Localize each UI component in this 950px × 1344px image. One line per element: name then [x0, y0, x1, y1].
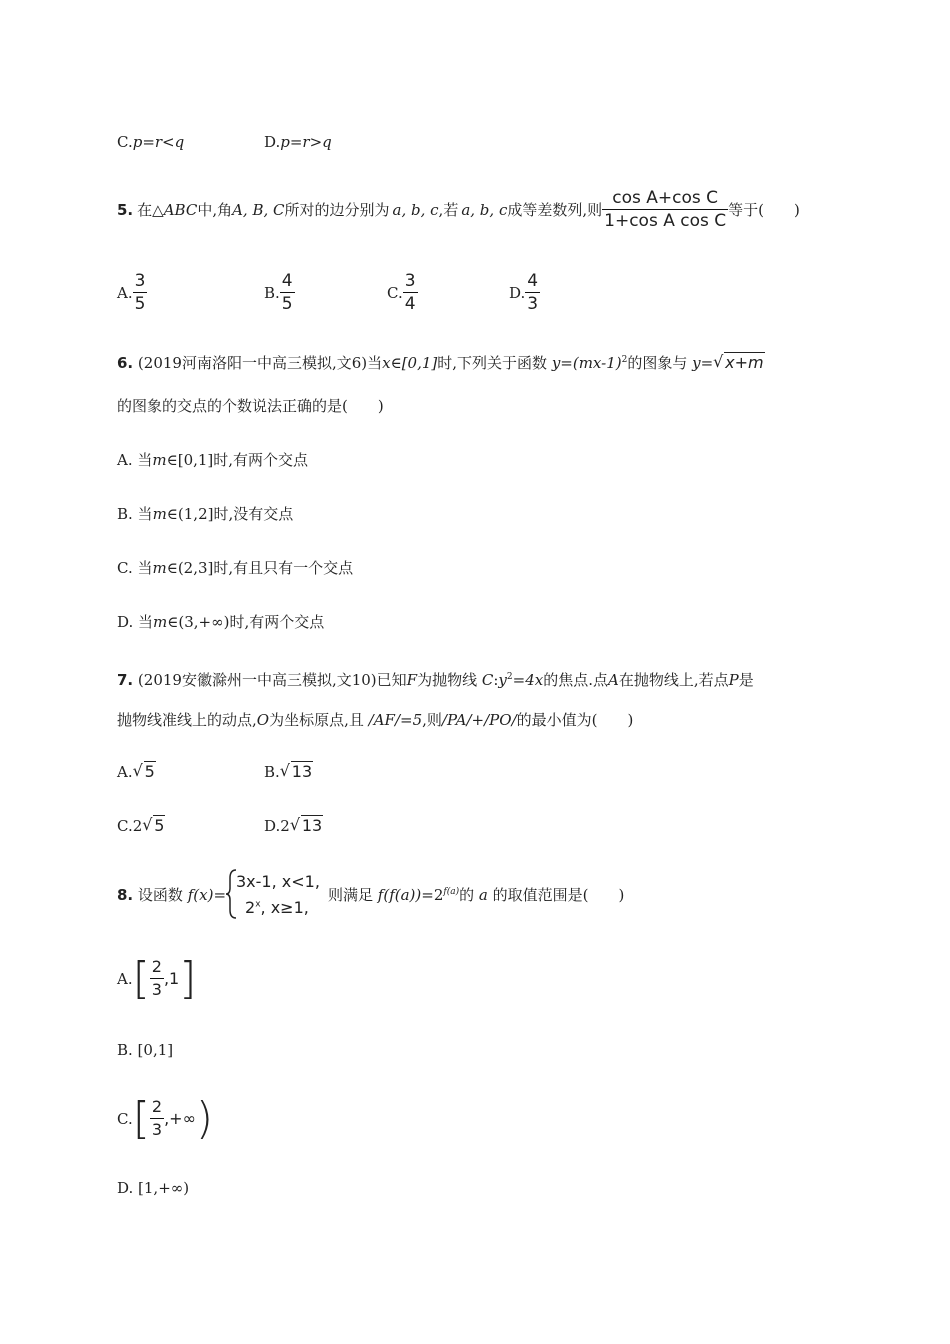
q5-option-b: B. $\frac{4}{5}$ [264, 271, 293, 315]
q4-option-d: D.p=r>q [264, 133, 332, 151]
q7-option-c: C.2 √ 5 [117, 815, 165, 835]
question-number: 5. [117, 200, 134, 219]
q7-option-a: A. √ 5 [117, 761, 155, 781]
q5-fraction: $\frac{\text{cos A+cos C}}{\text{1+cos A cos C}}$ [604, 188, 727, 232]
q7-option-b: B. √ 13 [264, 761, 313, 781]
q8-option-b: B. [0,1] [117, 1041, 174, 1059]
q8-option-a: A. [ $\frac{2}{3}$ ,1 ] [117, 952, 197, 1004]
q8-text: 则满足 $f(f(a))=2^{f(a)}$的 a 的取值范围是( ) [328, 886, 625, 904]
q4-option-c: C.p=r<q [117, 133, 185, 151]
q8-number: 8. 设函数 f(x)= [117, 886, 227, 904]
question-6-line2: 的图象的交点的个数说法正确的是( ) [117, 397, 384, 415]
q6-option-c: C. 当m∈(2,3]时,有且只有一个交点 [117, 559, 354, 577]
q8-option-c: C. [ $\frac{2}{3}$ ,+∞ ) [117, 1092, 214, 1144]
question-7: 7. (2019安徽滁州一中高三模拟,文10)已知F为抛物线 $C:y^2=4x$的焦点.点A在抛物线上,若点P是 [117, 671, 754, 689]
question-5: 5. 在△ ABC 中,角 A, B, C 所对的边分别为 a, b, c ,若 a, b, c 成等差数列,则 $\frac{\text{cos A+cos C}}{\text{1+cos A cos C}}$ 等于( ) [117, 188, 800, 232]
q8-option-d: D. [1,+∞) [117, 1179, 190, 1197]
q5-option-c: C. $\frac{3}{4}$ [387, 271, 416, 315]
case-2: 2$^x$, x≥1, [245, 898, 309, 917]
case-1: 3x-1, x<1, [236, 872, 320, 891]
q5-option-a: A. $\frac{3}{5}$ [117, 271, 146, 315]
sqrt-symbol: √ x+m [713, 352, 764, 372]
question-6: 6. (2019河南洛阳一中高三模拟,文6)当x∈[0,1]时,下列关于函数 $y=(mx-1)^2$的图象与 y= √ x+m [117, 352, 764, 372]
q6-option-d: D. 当m∈(3,+∞)时,有两个交点 [117, 613, 325, 631]
q7-option-d: D.2 √ 13 [264, 815, 323, 835]
q6-option-a: A. 当m∈[0,1]时,有两个交点 [117, 451, 309, 469]
q6-option-b: B. 当m∈(1,2]时,没有交点 [117, 505, 294, 523]
q5-option-d: D. $\frac{4}{3}$ [509, 271, 539, 315]
question-7-line2: 抛物线准线上的动点,O为坐标原点,且 /AF/=5,则/PA/+/PO/的最小值为( ) [117, 711, 634, 729]
